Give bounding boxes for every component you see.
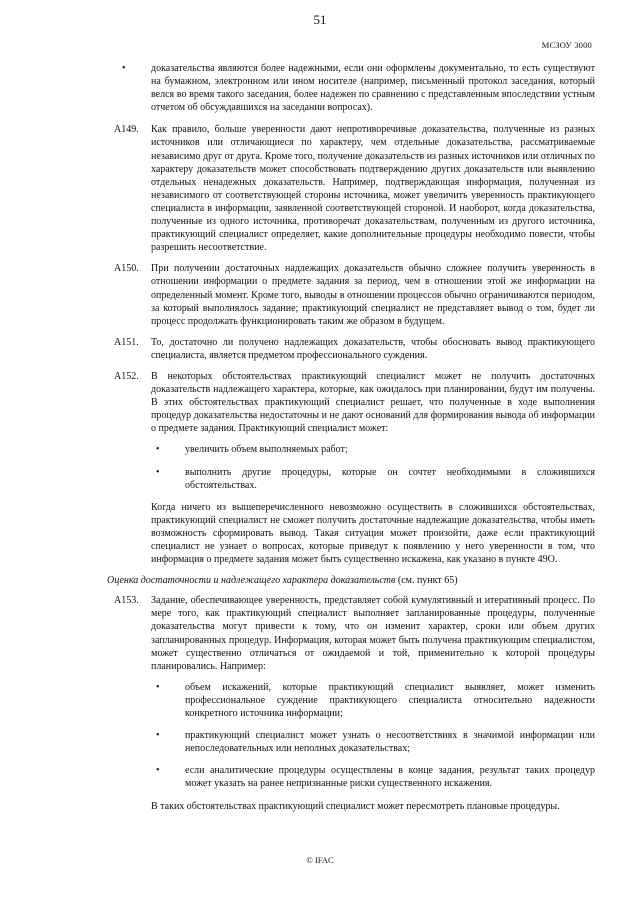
paragraph-text: При получении достаточных надлежащих доказательств обычно сложнее получить уверенность в отношении информации о предмете задания за период, чем в отношении этой же информации на определенный момент. Кроме того, выводы в отношении процессов обычно ограничиваются периодом, за который выполнялось задание; практикующий специалист не представляет вывод о том, будет ли процесс продолжать функционировать таким же образом в будущем. bbox=[151, 263, 595, 327]
bullet-text: если аналитические процедуры осуществлены в конце задания, результат таких процедур может указать на ранее непризнанные риски существенного искажения. bbox=[185, 765, 595, 790]
list-item bbox=[151, 729, 595, 755]
paragraph-a153 bbox=[114, 594, 595, 673]
bullet-text: доказательства являются более надежными, если они оформлены документально, то есть существуют на бумажном, электронном или ином носителе (например, письменный протокол заседания, который велся во время такого заседания, более надежен по сравнению с представленным впоследствии устным отчетом об обсуждавшихся на заседании вопросах). bbox=[151, 63, 595, 114]
paragraph-a153-list bbox=[117, 681, 595, 791]
standard-code: МСЗОУ 3000 bbox=[541, 40, 592, 50]
bullet-icon: • bbox=[156, 681, 160, 693]
footer-copyright: © IFAC bbox=[306, 855, 334, 865]
page-number: 51 bbox=[313, 12, 327, 27]
bullet-icon: • bbox=[156, 730, 160, 742]
bullet-icon: • bbox=[156, 765, 160, 777]
paragraph-number: A150. bbox=[114, 263, 139, 275]
list-item bbox=[151, 764, 595, 790]
paragraph-number: A152. bbox=[114, 370, 139, 382]
bullet-icon: • bbox=[122, 63, 126, 74]
paragraph-number: A151. bbox=[114, 336, 139, 348]
paragraph-text: То, достаточно ли получено надлежащих доказательств, чтобы обосновать вывод практикующего специалиста, является предметом профессионального суждения. bbox=[151, 336, 595, 361]
paragraph-a149 bbox=[114, 123, 596, 254]
section-heading bbox=[107, 574, 595, 587]
paragraph-number: A149. bbox=[114, 124, 139, 136]
list-item bbox=[151, 466, 595, 492]
paragraph-number: A153. bbox=[114, 595, 139, 607]
section-reference: (см. пункт 65) bbox=[395, 575, 458, 587]
bullet-text: практикующий специалист может узнать о несоответствиях в значимой информации или непоследовательных или неполных доказательствах; bbox=[185, 730, 595, 755]
paragraph-text: Задание, обеспечивающее уверенность, представляет собой кумулятивный и итеративный процесс. По мере того, как практикующий специалист выполняет запланированные процедуры, полученные доказательства могут привести к тому, что он изменит характер, сроки или объем других запланированных процедур. Информация, которая может быть получена практикующим специалистом, может существенно отличаться от ожидаемой и той, применительно к которой процедуры планировались. Например: bbox=[151, 595, 595, 672]
paragraph-a153-closing: В таких обстоятельствах практикующий специалист может пересмотреть плановые процедуры. bbox=[151, 800, 560, 812]
paragraph-text: Как правило, больше уверенности дают непротиворечивые доказательства, полученные из разных источников или отличающиеся по характеру, чем отдельные доказательства, рассматриваемые независимо друг от друга. Кроме того, получение доказательств из разных источников или отличных по характеру доказательств может способствовать подтверждению других доказательств или выявлению отдельных ненадежных доказательств. Например, подтверждающая информация, полученная из независимого от соответствующей стороны источника, может увеличить уверенность практикующего специалиста в информации, заявленной соответствующей стороной. И наоборот, когда доказательства, полученные из одного источника, противоречат доказательствам, полученным из другого источника, практикующий специалист определяет, какие дополнительные процедуры необходимо повести, чтобы разрешить несоответствие. bbox=[151, 124, 596, 254]
paragraph-text: В некоторых обстоятельствах практикующий специалист может не получить достаточных доказательств надлежащего характера, которые, как ожидалось при планировании, будут им получены. В этих обстоятельствах практикующий специалист решает, что полученные в ходе выполнения процедур доказательства недостаточны и не дают оснований для формирования вывода об информации о предмете задания. Практикующий специалист может: bbox=[151, 370, 595, 435]
list-item bbox=[151, 681, 595, 720]
paragraph-a150 bbox=[114, 262, 595, 327]
section-title: Оценка достаточности и надлежащего характера доказательств bbox=[107, 575, 396, 587]
document-body bbox=[107, 62, 596, 821]
bullet-text: выполнить другие процедуры, которые он сочтет необходимыми в сложившихся обстоятельствах. bbox=[185, 466, 595, 491]
bullet-icon: • bbox=[156, 444, 160, 456]
list-item bbox=[151, 443, 595, 456]
list-item bbox=[117, 62, 595, 114]
paragraph-a152 bbox=[114, 370, 595, 435]
paragraph-a152-closing: Когда ничего из вышеперечисленного невозможно осуществить в сложившихся обстоятельствах, практикующий специалист не сможет получить достаточные надлежащие доказательства, чтобы иметь возможность сформировать вывод. Такая ситуация может произойти, даже если практикующий специалист не узнает о вопросах, которые приведут к появлению у него уверенности в том, что информация о предмете задания может быть существенно искажена, как указано в пункте 49О. bbox=[151, 501, 595, 566]
paragraph-a151 bbox=[114, 336, 595, 362]
bullet-text: увеличить объем выполняемых работ; bbox=[185, 444, 348, 456]
paragraph-a152-list bbox=[117, 443, 595, 491]
bullet-text: объем искажений, которые практикующий специалист выявляет, может изменить профессиональное суждение практикующего специалиста относительно надежности конкретного источника информации; bbox=[185, 681, 595, 720]
bullet-icon: • bbox=[156, 466, 160, 478]
